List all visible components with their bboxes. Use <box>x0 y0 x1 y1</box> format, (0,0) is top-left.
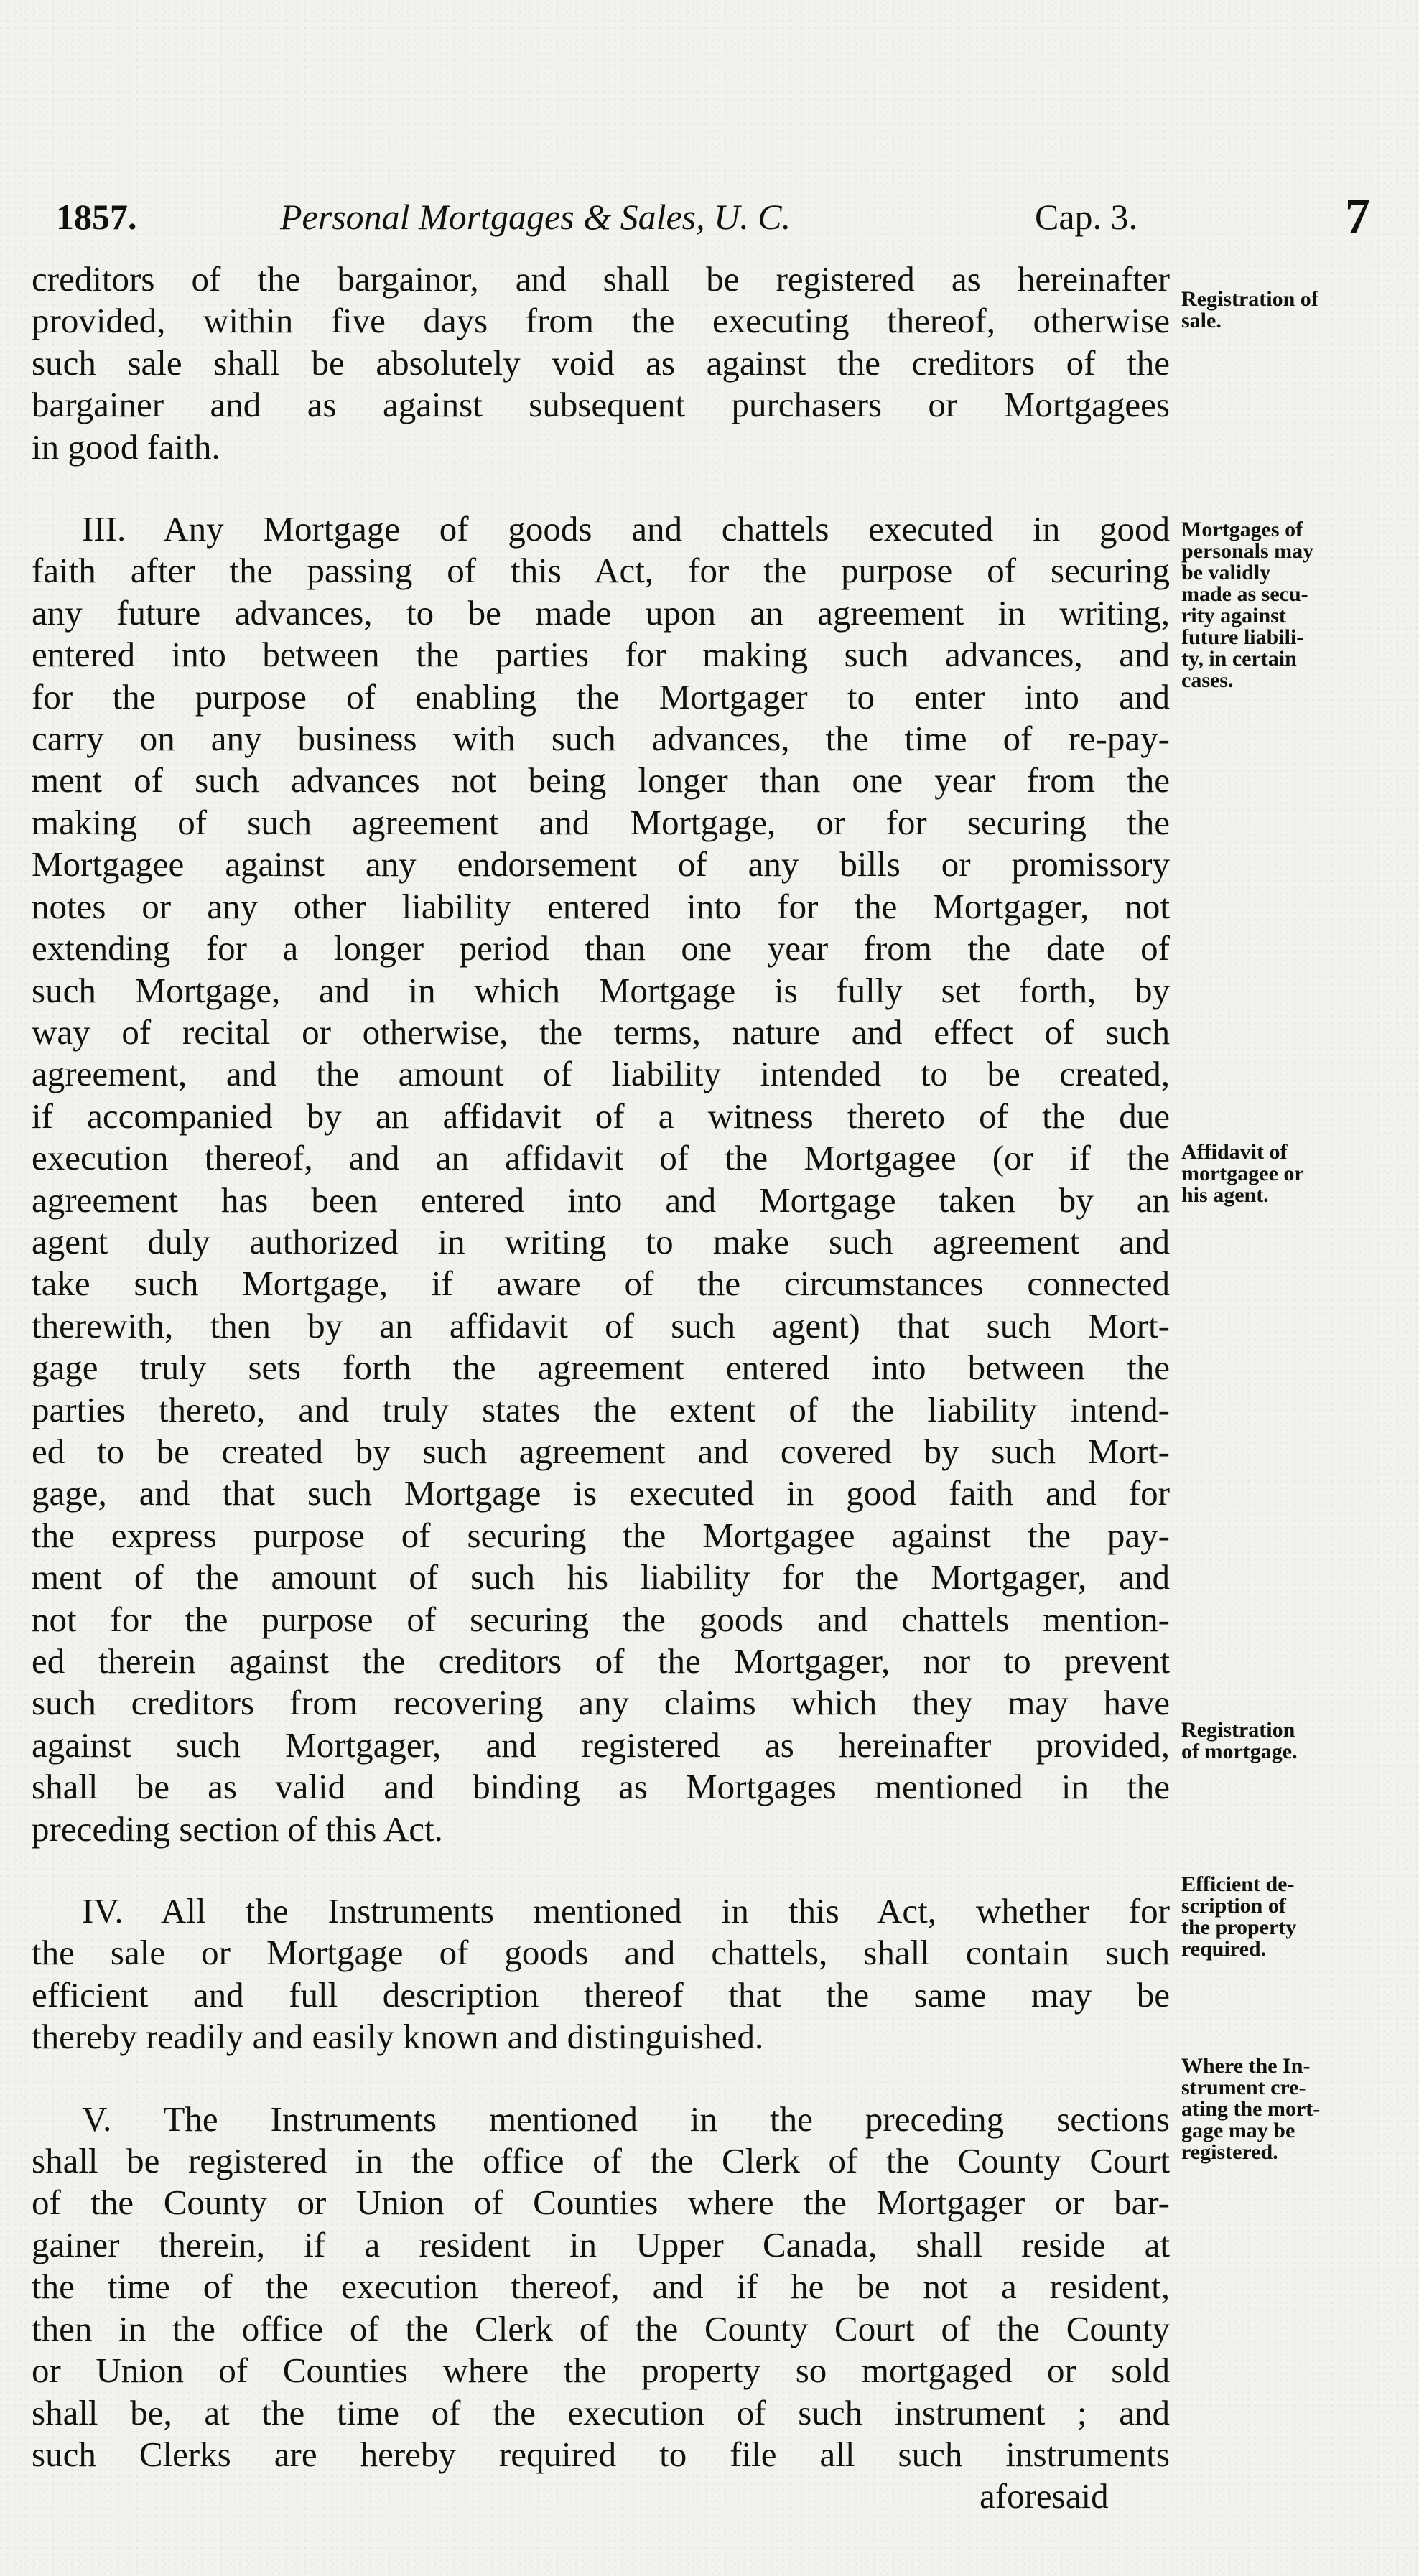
margin-note-affidavit: Affidavit of mortgagee or his agent. <box>1181 1140 1304 1207</box>
text-line: for the purpose of enabling the Mortgager to enter into and <box>32 676 1170 717</box>
margin-note-mortgages-of-personals: Mortgages of personals may be validly made as secu- rity against future liabili- ty, in certain cases. <box>1181 518 1314 692</box>
margin-note-where-registered: Where the In- strument cre- ating the mort- gage may be registered. <box>1181 2054 1321 2164</box>
text-line: way of recital or otherwise, the terms, nature and effect of such <box>32 1012 1170 1052</box>
catchword: aforesaid <box>980 2476 1109 2516</box>
text-line: any future advances, to be made upon an agreement in writing, <box>32 592 1170 633</box>
text-line: III. Any Mortgage of goods and chattels executed in good <box>82 509 1170 549</box>
text-line: parties thereto, and truly states the extent of the liability intend- <box>32 1389 1170 1429</box>
text-line: agreement, and the amount of liability intended to be created, <box>32 1054 1170 1094</box>
text-line: agreement has been entered into and Mortgage taken by an <box>32 1180 1170 1220</box>
text-line: gage truly sets forth the agreement entered into between the <box>32 1348 1170 1388</box>
section-iv <box>32 1890 1170 2058</box>
text-line: preceding section of this Act. <box>32 1809 443 1849</box>
line-list <box>32 2099 1170 2476</box>
text-line: ed therein against the creditors of the Mortgager, nor to prevent <box>32 1641 1170 1681</box>
text-line: notes or any other liability entered into for the Mortgager, not <box>32 886 1170 926</box>
text-line: ed to be created by such agreement and covered by such Mort- <box>32 1431 1170 1471</box>
line-list <box>32 258 1170 468</box>
text-line: such Clerks are hereby required to file all such instruments <box>32 2434 1170 2474</box>
text-line: bargainer and as against subsequent purchasers or Mortgagees <box>32 385 1170 425</box>
text-line: faith after the passing of this Act, for the purpose of securing <box>32 551 1170 591</box>
text-line: ment of the amount of such his liability for the Mortgager, and <box>32 1557 1170 1597</box>
text-line: in good faith. <box>32 426 220 467</box>
text-line: not for the purpose of securing the goods and chattels mention- <box>32 1599 1170 1639</box>
text-line: against such Mortgager, and registered as hereinafter provided, <box>32 1725 1170 1765</box>
text-line: efficient and full description thereof that the same may be <box>32 1974 1170 2015</box>
margin-note-registration-of-sale: Registration of sale. <box>1181 287 1318 332</box>
text-line: take such Mortgage, if aware of the circumstances connected <box>32 1264 1170 1304</box>
margin-note-efficient-description: Efficient de- scription of the property required. <box>1181 1872 1297 1961</box>
text-line: the sale or Mortgage of goods and chattels, shall contain such <box>32 1933 1170 1973</box>
header-chapter: Cap. 3. <box>1035 197 1138 237</box>
text-line: execution thereof, and an affidavit of the Mortgagee (or if the <box>32 1138 1170 1178</box>
text-line: then in the office of the Clerk of the County Court of the County <box>32 2308 1170 2348</box>
text-line: Mortgagee against any endorsement of any bills or promissory <box>32 844 1170 885</box>
statute-text <box>32 258 1170 2518</box>
text-line: shall be as valid and binding as Mortgages mentioned in the <box>32 1767 1170 1807</box>
text-line: if accompanied by an affidavit of a witness thereto of the due <box>32 1096 1170 1136</box>
page-number: 7 <box>1345 189 1370 244</box>
text-line: the time of the execution thereof, and if he be not a resident, <box>32 2267 1170 2307</box>
section-iii <box>32 508 1170 1850</box>
line-list <box>32 508 1170 1850</box>
line-list <box>32 1890 1170 2058</box>
text-line: extending for a longer period than one year from the date of <box>32 928 1170 969</box>
margin-note-registration-of-mortgage: Registration of mortgage. <box>1181 1718 1298 1763</box>
text-line: agent duly authorized in writing to make such agreement and <box>32 1221 1170 1261</box>
header-title: Personal Mortgages & Sales, U. C. <box>280 197 791 237</box>
text-line: or Union of Counties where the property so mortgaged or sold <box>32 2351 1170 2391</box>
text-line: such creditors from recovering any claims which they may have <box>32 1683 1170 1723</box>
running-header <box>56 188 1392 246</box>
text-line: shall be, at the time of the execution of such instrument ; and <box>32 2392 1170 2432</box>
text-line: the express purpose of securing the Mortgagee against the pay- <box>32 1515 1170 1555</box>
text-line: carry on any business with such advances, the time of re-pay- <box>32 719 1170 759</box>
text-line: entered into between the parties for making such advances, and <box>32 635 1170 675</box>
text-line: V. The Instruments mentioned in the preceding sections <box>82 2099 1170 2139</box>
text-line: gage, and that such Mortgage is executed in good faith and for <box>32 1473 1170 1513</box>
text-line: making of such agreement and Mortgage, or for securing the <box>32 802 1170 842</box>
text-line: provided, within five days from the executing thereof, otherwise <box>32 301 1170 341</box>
text-line: IV. All the Instruments mentioned in this Act, whether for <box>82 1891 1170 1931</box>
header-year: 1857. <box>56 197 137 237</box>
text-line: thereby readily and easily known and distinguished. <box>32 2017 764 2057</box>
text-line: therewith, then by an affidavit of such agent) that such Mort- <box>32 1305 1170 1345</box>
text-line: such Mortgage, and in which Mortgage is fully set forth, by <box>32 970 1170 1010</box>
text-line: shall be registered in the office of the Clerk of the County Court <box>32 2141 1170 2181</box>
section-v <box>32 2099 1170 2518</box>
text-line: ment of such advances not being longer than one year from the <box>32 760 1170 801</box>
text-line: gainer therein, if a resident in Upper Canada, shall reside at <box>32 2224 1170 2264</box>
text-line: such sale shall be absolutely void as against the creditors of the <box>32 342 1170 383</box>
paragraph-continued <box>32 258 1170 468</box>
text-line: of the County or Union of Counties where the Mortgager or bar- <box>32 2183 1170 2223</box>
text-line: creditors of the bargainor, and shall be registered as hereinafter <box>32 259 1170 299</box>
